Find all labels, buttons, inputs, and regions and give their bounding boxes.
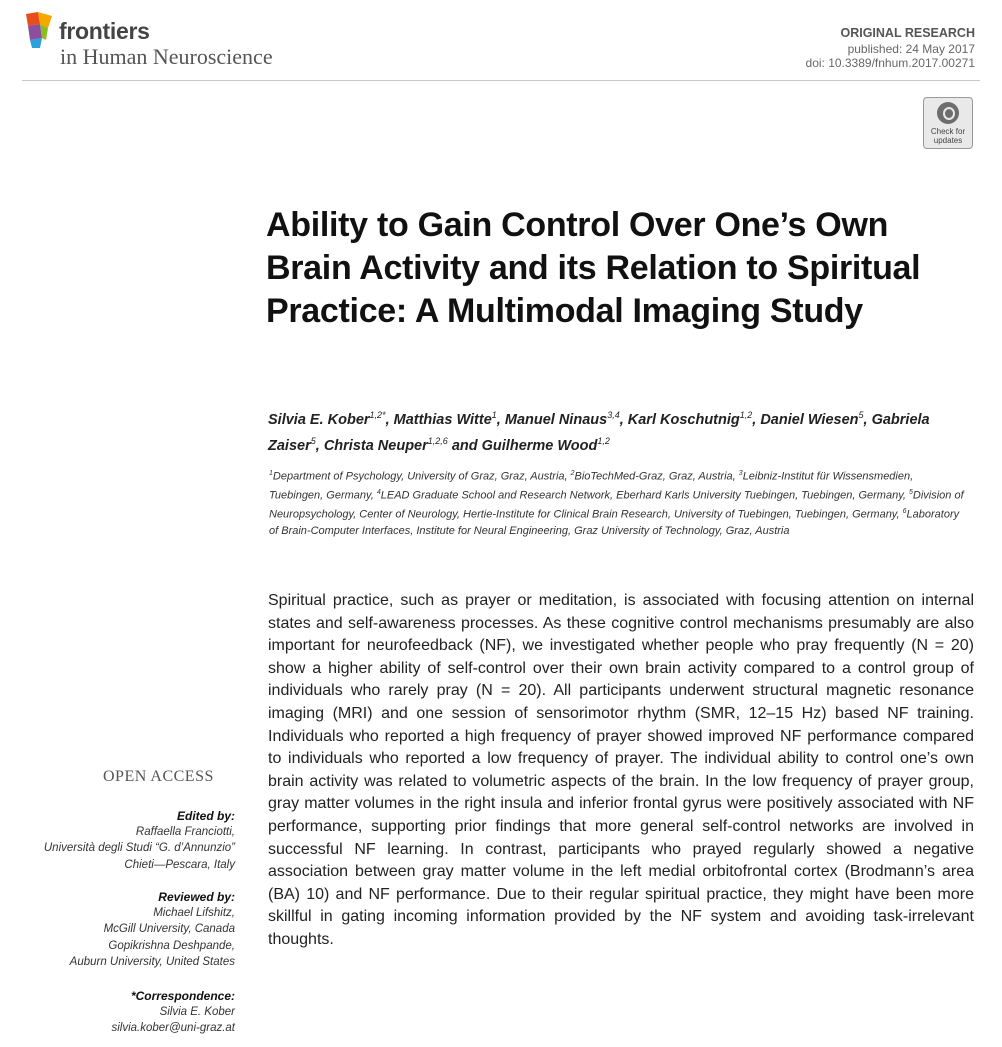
correspondence-section xyxy=(111,988,235,1037)
reviewer-affiliation: McGill University, Canada xyxy=(103,923,235,936)
affiliation-number: 1 xyxy=(269,470,273,477)
edited-by-heading: Edited by: xyxy=(176,809,235,823)
affiliation-text: Division of Neuropsychology, Center of Neurology, Hertie-Institute for Clinical Brain Research, University of Tuebingen, Tuebingen, Germany, xyxy=(269,489,964,521)
affiliation-text: Leibniz-Institut für Wissensmedien, Tuebingen, Germany, xyxy=(269,470,914,502)
author-affiliation-ref: 1,2,6 xyxy=(427,435,448,446)
author-affiliation-ref: 5 xyxy=(310,435,316,446)
article-type: ORIGINAL RESEARCH xyxy=(840,26,975,40)
check-for-updates-label: Check for updates xyxy=(930,127,966,145)
affiliations xyxy=(269,466,969,540)
author-name: Gabriela Zaiser xyxy=(268,411,930,454)
reviewer-name: Gopikrishna Deshpande, xyxy=(108,939,235,952)
author-name: Manuel Ninaus xyxy=(504,411,608,428)
published-date: published: 24 May 2017 xyxy=(847,42,975,56)
doi-link[interactable]: doi: 10.3389/fnhum.2017.00271 xyxy=(805,56,975,70)
author-affiliation-ref: 1 xyxy=(491,410,497,420)
edited-by-section xyxy=(44,808,235,873)
reviewer-affiliation: Auburn University, United States xyxy=(69,955,235,968)
reviewed-by-heading: Reviewed by: xyxy=(158,890,235,904)
brand-name: frontiers xyxy=(59,18,150,44)
abstract: Spiritual practice, such as prayer or meditation, is associated with focusing attention on internal states and self-awareness processes. As these cognitive control mechanisms presumably are also important for neurofeedback (NF), we investigated whether people who pray frequently (N = 20) show a higher ability of self-control over their own brain activity compared to a control group of individuals who rarely pray (N = 20). All participants underwent structural magnetic resonance imaging (MRI) and one session of sensorimotor rhythm (SMR, 12–15 Hz) based NF training. Individuals who reported a high frequency of prayer showed improved NF performance compared to individuals who reported a low frequency of prayer. The individual ability to control one’s own brain activity was related to volumetric aspects of the brain. In the low frequency of prayer group, gray matter volumes in the right insula and inferior frontal gyrus were positively associated with NF performance, supporting prior findings that more general self-control networks are involved in successful NF learning. In contrast, participants who prayed regularly showed a negative association between gray matter volume in the left medial orbitofrontal cortex (Brodmann’s area (BA) 10) and NF performance. Due to their regular spiritual practice, they might have been more skillful in gating incoming information provided by the NF system and avoiding task-irrelevant thoughts. xyxy=(268,592,974,948)
author-affiliation-ref: 1,2 xyxy=(597,435,610,446)
author-name: Karl Koschutnig xyxy=(627,411,740,428)
editor-location: Chieti—Pescara, Italy xyxy=(124,858,235,871)
author-list: Silvia E. Kober$^{1,2*}$, Matthias Witte$^1$, Manuel Ninaus$^{3,4}$, Karl Koschutnig$^{1,2}$, Daniel Wiesen$^5$, Gabriela Zaiser$^5$, Christa Neuper$^{1,2,6}$ and Guilherme Wood$^{1,2}$ xyxy=(268,410,930,454)
author-affiliation-ref: 1,2 xyxy=(739,410,753,420)
author-affiliation-ref: 5 xyxy=(858,410,864,420)
affiliation-number: 6 xyxy=(902,508,907,516)
author-affiliation-ref: 3,4 xyxy=(607,410,620,420)
affiliation-text: LEAD Graduate School and Research Network, Eberhard Karls University Tuebingen, Tuebingen, Germany, xyxy=(380,489,909,502)
author-name: Matthias Witte xyxy=(393,411,492,428)
editor-affiliation: Università degli Studi “G. d’Annunzio” xyxy=(43,842,235,855)
affiliation-number: 4 xyxy=(376,489,381,497)
correspondence-name: Silvia E. Kober xyxy=(159,1006,235,1019)
author-name: Christa Neuper xyxy=(323,437,428,454)
bookmark-icon xyxy=(937,102,959,124)
affiliation-number: 2 xyxy=(570,470,575,477)
correspondence-email[interactable]: silvia.kober@uni-graz.at xyxy=(111,1022,235,1035)
affiliation-text: Department of Psychology, University of Graz, Graz, Austria, xyxy=(272,470,571,483)
affiliation-text: BioTechMed-Graz, Graz, Austria, xyxy=(574,470,739,483)
affiliation-text: Laboratory of Brain-Computer Interfaces, Institute for Neural Engineering, Graz University of Technology, Graz, Austria xyxy=(269,508,960,538)
reviewer-name: Michael Lifshitz, xyxy=(153,907,235,920)
article-title: Ability to Gain Control Over One’s Own Brain Activity and its Relation to Spiritual Practice: A Multimodal Imaging Study xyxy=(266,206,921,330)
reviewed-by-section xyxy=(70,889,235,970)
affiliation-number: 5 xyxy=(909,489,913,497)
author-affiliation-ref: 1,2* xyxy=(369,410,386,420)
correspondence-heading: *Correspondence: xyxy=(130,989,235,1003)
check-for-updates-button[interactable] xyxy=(923,97,973,149)
author-name: Silvia E. Kober xyxy=(268,411,370,428)
open-access-label: OPEN ACCESS xyxy=(103,768,214,785)
editor-name: Raffaella Franciotti, xyxy=(135,826,235,839)
affiliation-number: 3 xyxy=(738,470,743,477)
journal-name: in Human Neuroscience xyxy=(60,44,273,69)
author-name: Daniel Wiesen xyxy=(760,411,859,428)
author-name: Guilherme Wood xyxy=(481,437,598,454)
header-divider xyxy=(22,80,980,81)
